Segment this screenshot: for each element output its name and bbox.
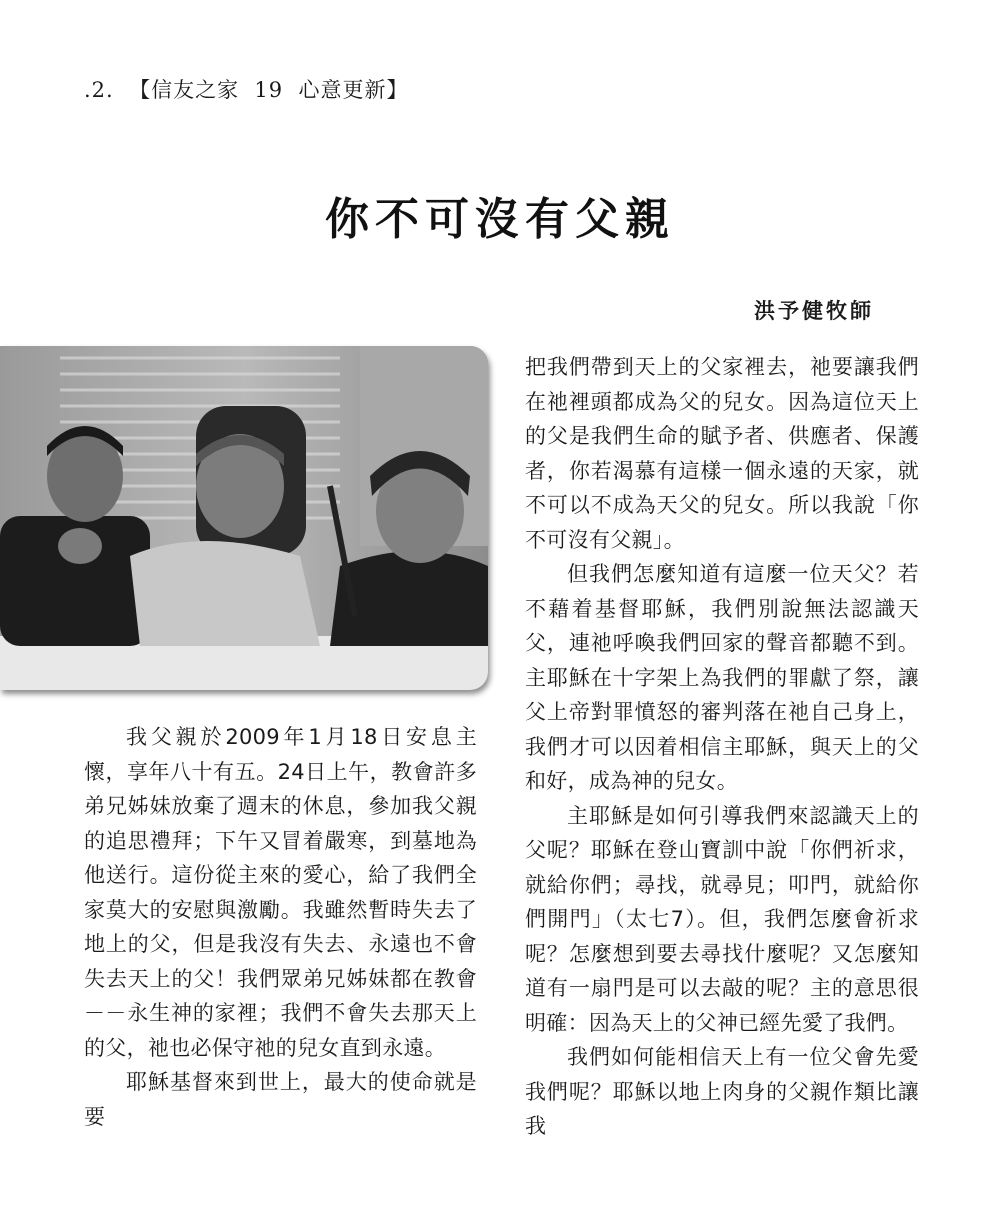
paragraph: 我們如何能相信天上有一位父會先愛我們呢？耶穌以地上肉身的父親作類比讓我	[525, 1045, 919, 1138]
page-header	[84, 74, 409, 104]
family-photo-icon	[0, 346, 488, 690]
right-column	[525, 350, 919, 1144]
article-author: 洪予健牧師	[754, 298, 874, 323]
left-column	[84, 720, 477, 1134]
paragraph: 主耶穌是如何引導我們來認識天上的父呢？耶穌在登山寶訓中說「你們祈求，就給你們；尋找，就尋見；叩門，就給你們開門」（太七7）。但，我們怎麼會祈求呢？怎麼想到要去尋找什麼呢？又怎麼知道有一扇門是可以去敲的呢？主的意思很明確：因為天上的父神已經先愛了我們。	[525, 803, 919, 1035]
page-number: .2.	[84, 78, 114, 102]
paragraph: 我父親於2009年1月18日安息主懷，享年八十有五。24日上午，教會許多弟兄姊妹放棄了週末的休息，參加我父親的追思禮拜；下午又冒着嚴寒，到墓地為他送行。這份從主來的愛心，給了我們全家莫大的安慰與激勵。我雖然暫時失去了地上的父，但是我沒有失去、永遠也不會失去天上的父！我們眾弟兄姊妹都在教會－－永生神的家裡；我們不會失去那天上的父，祂也必保守祂的兒女直到永遠。	[84, 725, 477, 1060]
section-label: 【信友之家 19 心意更新】	[129, 78, 409, 102]
paragraph: 耶穌基督來到世上，最大的使命就是要	[84, 1070, 477, 1129]
family-photo	[0, 346, 488, 690]
paragraph: 把我們帶到天上的父家裡去，祂要讓我們在祂裡頭都成為父的兒女。因為這位天上的父是我們生命的賦予者、供應者、保護者，你若渴慕有這樣一個永遠的天家，就不可以不成為天父的兒女。所以我說「你不可沒有父親」。	[525, 355, 919, 552]
paragraph: 但我們怎麼知道有這麼一位天父？若不藉着基督耶穌，我們別說無法認識天父，連祂呼喚我們回家的聲音都聽不到。主耶穌在十字架上為我們的罪獻了祭，讓父上帝對罪憤怒的審判落在祂自己身上，我們才可以因着相信主耶穌，與天上的父和好，成為神的兒女。	[525, 562, 919, 793]
article-title: 你不可沒有父親	[325, 194, 675, 245]
